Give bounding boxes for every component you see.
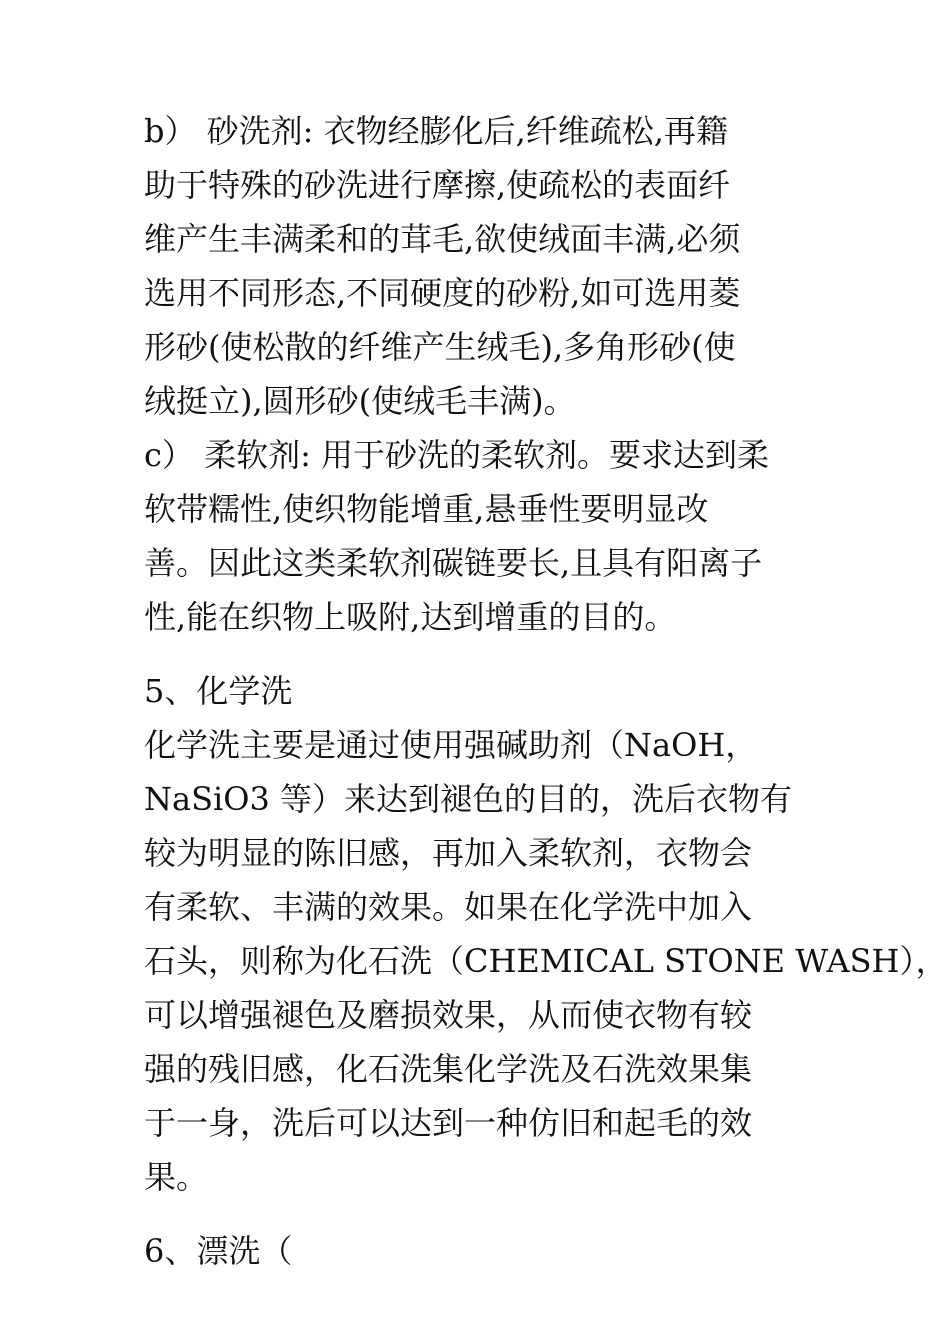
text-line: 果。 [144,1158,209,1196]
text-line: 强的残旧感，化石洗集化学洗及石洗效果集 [144,1050,753,1088]
document-body [144,104,948,1278]
text-line: 助于特殊的砂洗进行摩擦,使疏松的表面纤 [144,166,731,204]
paragraph-sand-wash-agent [144,104,824,428]
text-line: 石头，则称为化石洗（CHEMICAL STONE WASH）， [144,942,948,980]
text-line: c） 柔软剂: 用于砂洗的柔软剂。要求达到柔 [144,436,770,474]
text-line: 选用不同形态,不同硬度的砂粉,如可选用菱 [144,274,741,312]
text-line: 善。因此这类柔软剂碳链要长,且具有阳离子 [144,544,763,582]
section-heading-bleach-wash [144,1224,824,1278]
text-line: 有柔软、丰满的效果。如果在化学洗中加入 [144,888,753,926]
text-line: 化学洗主要是通过使用强碱助剂（NaOH， [144,726,758,764]
section-heading-chemical-wash [144,664,824,718]
text-line: 绒挺立),圆形砂(使绒毛丰满)。 [144,382,576,420]
text-line: 可以增强褪色及磨损效果，从而使衣物有较 [144,996,753,1034]
text-line: 性,能在织物上吸附,达到增重的目的。 [144,598,677,636]
text-line: b） 砂洗剂: 衣物经膨化后,纤维疏松,再籍 [144,112,728,150]
text-line: 维产生丰满柔和的茸毛,欲使绒面丰满,必须 [144,220,741,258]
text-line: 形砂(使松散的纤维产生绒毛),多角形砂(使 [144,328,736,366]
paragraph-softener [144,428,824,644]
heading-text: 6、漂洗（ [144,1232,293,1270]
text-line: NaSiO3 等）来达到褪色的目的，洗后衣物有 [144,780,793,818]
paragraph-chemical-wash [144,718,948,1204]
heading-text: 5、化学洗 [144,672,293,710]
text-line: 软带糯性,使织物能增重,悬垂性要明显改 [144,490,709,528]
text-line: 较为明显的陈旧感，再加入柔软剂，衣物会 [144,834,753,872]
text-line: 于一身，洗后可以达到一种仿旧和起毛的效 [144,1104,753,1142]
